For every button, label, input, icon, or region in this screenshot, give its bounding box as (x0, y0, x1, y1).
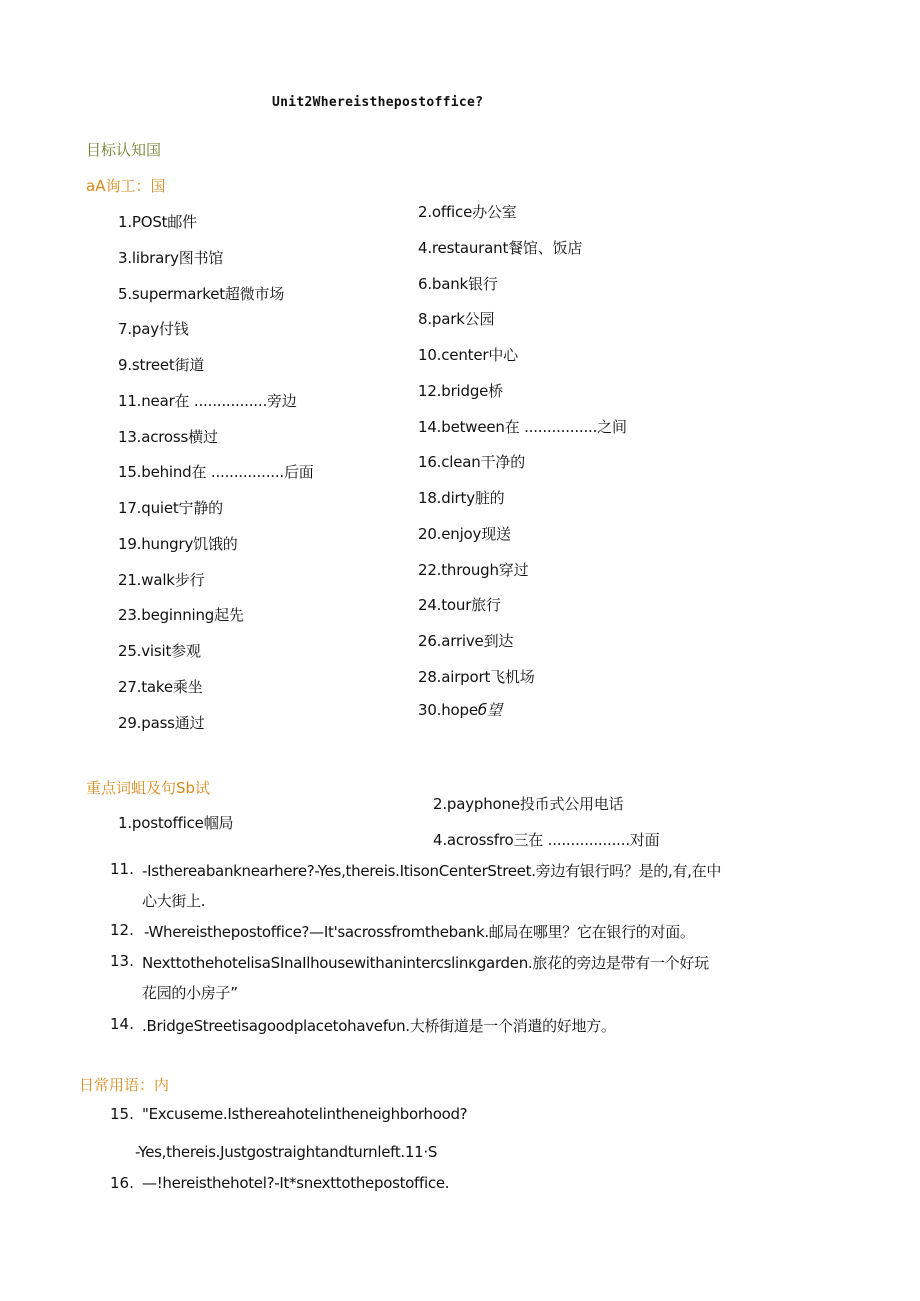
sentence-text: .BridgeStreetisagoodplacetohavefυn.大桥街道是一个消遣的好地方。 (142, 1017, 616, 1035)
vocab-item: 7.pay付钱 (118, 320, 189, 338)
vocab-item: 8.park公园 (418, 310, 495, 328)
vocab-item: 20.enjoy现送 (418, 525, 511, 543)
section-heading-phrases: 重点词蛆及句Sb试 (86, 779, 211, 797)
daily-text: "Excuseme.Isthereahotelintheneighborhood? (142, 1105, 468, 1123)
vocab-item: 9.street街道 (118, 356, 205, 374)
section-heading-daily: 日常用语：内 (79, 1076, 170, 1094)
sentence-number: 12. (110, 921, 134, 939)
vocab-item: 3.library图书馆 (118, 249, 224, 267)
vocab-item: 4.restaurant餐馆、饭店 (418, 239, 583, 257)
sentence-text: -Whereisthepostoffice?—It'sacrossfromthebank.邮局在哪里？它在银行的对面。 (144, 923, 695, 941)
vocab-item: 17.quiet宁静的 (118, 499, 223, 517)
vocab-item: 1.POSt邮件 (118, 213, 197, 231)
daily-text: -Yes,thereis.Justgostraightandturnleft.11·S (135, 1143, 438, 1161)
vocab-item: 2.office办公室 (418, 203, 517, 221)
vocab-item: 5.supermarket超微市场 (118, 285, 285, 303)
vocab-item: 29.pass通过 (118, 714, 205, 732)
daily-number: 15. (110, 1105, 134, 1123)
vocab-meaning: б望 (477, 701, 502, 719)
vocab-item: 25.visit参观 (118, 642, 201, 660)
daily-number: 16. (110, 1174, 134, 1192)
vocab-item: 18.dirty脏的 (418, 489, 505, 507)
section-subheading-vocab: aA询工：国 (86, 177, 166, 195)
vocab-item: 21.walk步行 (118, 571, 205, 589)
vocab-item: 11.near在 ................旁边 (118, 392, 297, 410)
section-heading-goals: 目标认知国 (86, 141, 162, 159)
vocab-item: 13.across横过 (118, 428, 218, 446)
vocab-item: 26.arrive到达 (418, 632, 514, 650)
daily-text: —!hereisthehotel?-It*snexttothepostoffice. (142, 1174, 450, 1192)
vocab-item: 22.through穿过 (418, 561, 529, 579)
vocab-item: 6.bank银行 (418, 275, 498, 293)
vocab-item: 19.hungry饥饿的 (118, 535, 238, 553)
vocab-item: 15.behind在 ................后面 (118, 463, 314, 481)
vocab-item: 12.bridge桥 (418, 382, 503, 400)
sentence-text-cont: 花园的小房子” (142, 984, 238, 1002)
vocab-item (418, 699, 502, 720)
phrase-item: 2.payphone投币式公用电话 (433, 795, 624, 813)
sentence-text-cont: 心大街上. (142, 892, 206, 910)
vocab-item: 24.tour旅行 (418, 596, 501, 614)
page-title: Unit2Whereisthepostoffice? (272, 95, 484, 110)
vocab-item: 23.beginning起先 (118, 606, 244, 624)
sentence-text: NexttothehotelisaSInaIlhousewithanintercslinкgarden.旅花的旁边是带有一个好玩 (142, 954, 709, 972)
sentence-text: -Isthereabanknearhere?-Yes,thereis.ItisonCenterStreet.旁边有银行吗？是的,有,在中 (142, 862, 722, 880)
vocab-item: 27.take乘坐 (118, 678, 203, 696)
phrase-item: 1.postoffice帼局 (118, 814, 234, 832)
phrase-item: 4.acrossfro三在 ..................对面 (433, 831, 660, 849)
vocab-word: 30.hope (418, 701, 478, 719)
sentence-number: 11. (110, 860, 134, 878)
vocab-item: 28.airport飞机场 (418, 668, 535, 686)
sentence-number: 13. (110, 952, 134, 970)
vocab-item: 16.clean干净的 (418, 453, 525, 471)
sentence-number: 14. (110, 1015, 134, 1033)
vocab-item: 14.between在 ................之间 (418, 418, 627, 436)
vocab-item: 10.center中心 (418, 346, 518, 364)
